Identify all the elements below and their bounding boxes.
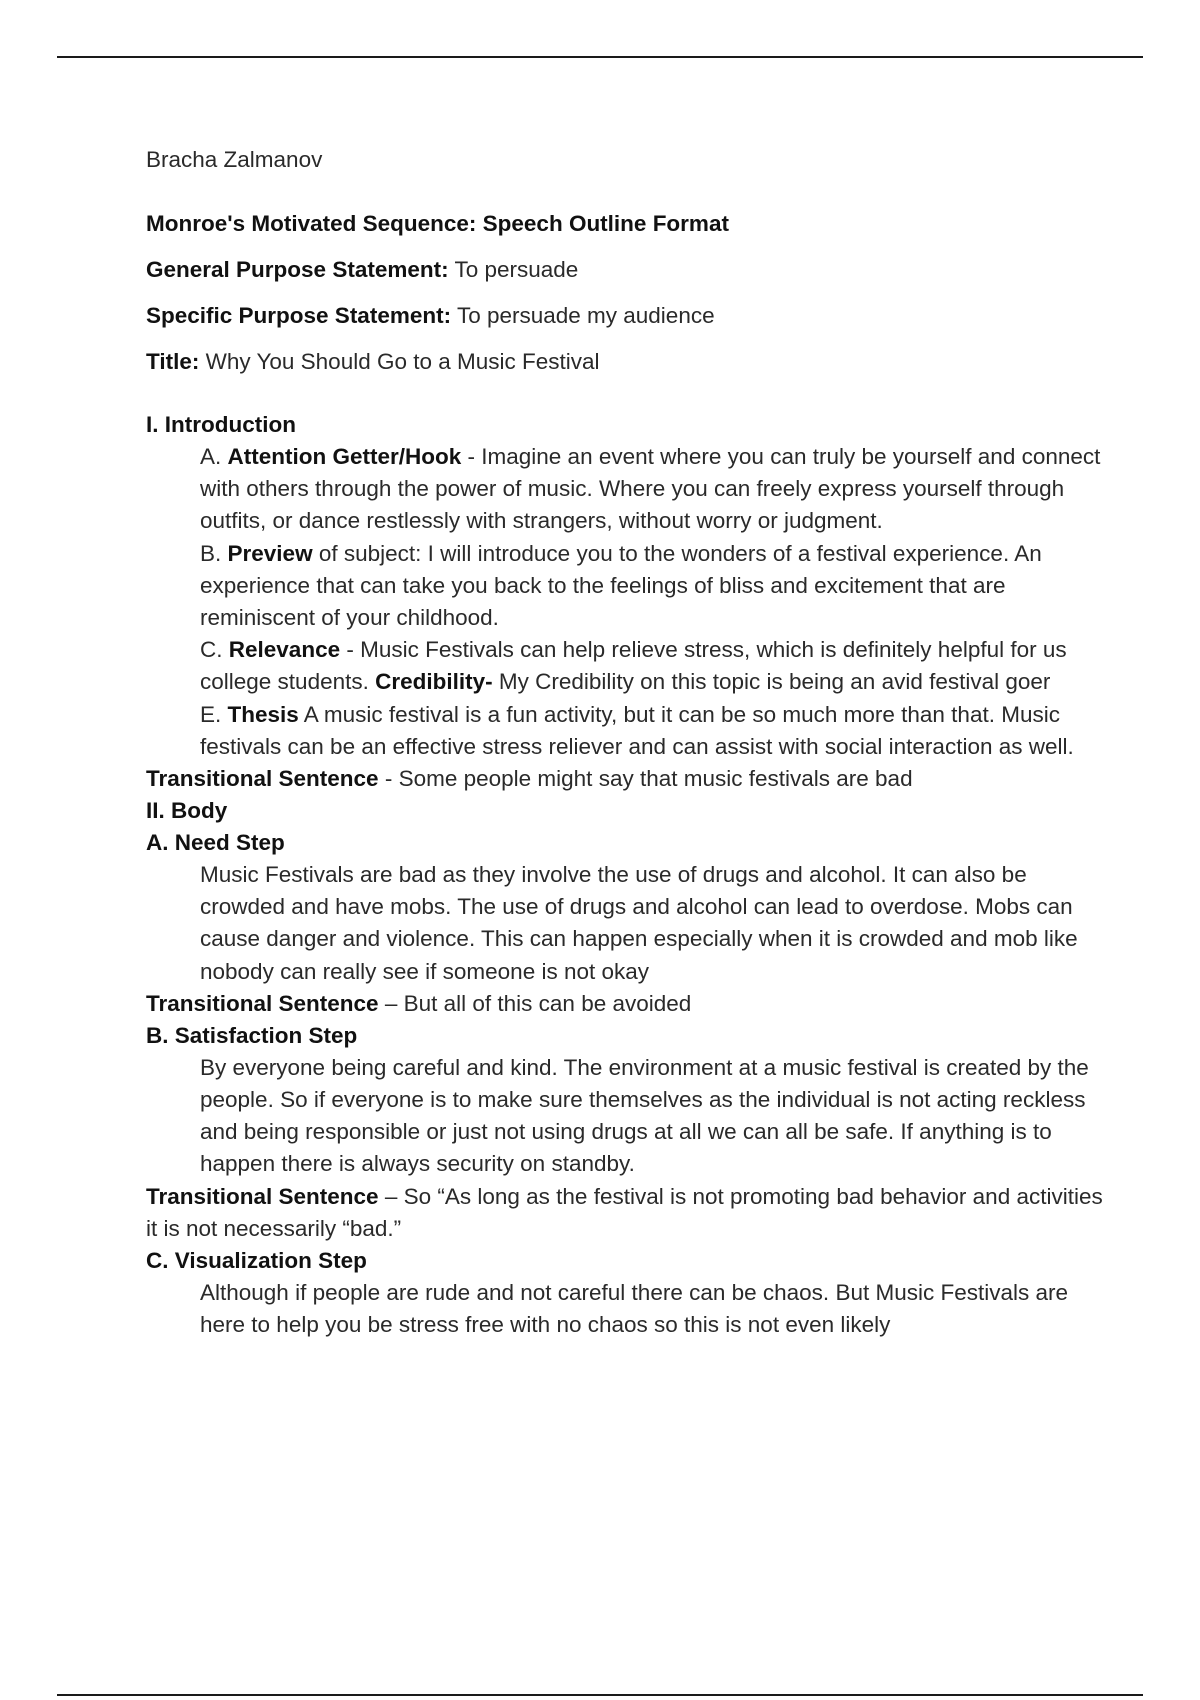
- relevance-item: C. Relevance - Music Festivals can help relieve stress, which is definitely helpful for us college students. Credibility- My Credibility on this topic is being an avid festival goer: [200, 637, 1067, 695]
- visualization-step-text: Although if people are rude and not careful there can be chaos. But Music Festivals are here to help you be stress free with no chaos so this is not even likely: [200, 1280, 1069, 1338]
- document-heading: Monroe's Motivated Sequence: Speech Outline Format: [146, 211, 729, 236]
- thesis-item: E. Thesis A music festival is a fun activity, but it can be so much more than that. Music festivals can be an effective stress reliever and can assist with social interaction as well.: [200, 701, 1074, 759]
- body-heading: II. Body: [146, 798, 228, 824]
- document-body: [146, 143, 1106, 1341]
- satisfaction-step-text: By everyone being careful and kind. The environment at a music festival is created by the people. So if everyone is to make sure themselves as the individual is not acting reckless and being responsible or just not using drugs at all we can all be safe. If anything is to happen there is always security on standby.: [200, 1054, 1089, 1177]
- transitional-sentence-2: Transitional Sentence – But all of this can be avoided: [146, 990, 692, 1016]
- introduction-heading: I. Introduction: [146, 412, 296, 437]
- visualization-step-heading: C. Visualization Step: [146, 1248, 367, 1274]
- bottom-rule: [57, 1694, 1143, 1696]
- top-rule: [57, 56, 1143, 58]
- need-step-heading: A. Need Step: [146, 830, 285, 856]
- transitional-sentence-3: Transitional Sentence – So “As long as the festival is not promoting bad behavior and activities it is not necessarily “bad.”: [146, 1183, 1103, 1241]
- attention-getter-item: A. Attention Getter/Hook - Imagine an event where you can truly be yourself and connect with others through the power of music. Where you can freely express yourself through outfits, or dance restlessly with strangers, without worry or judgment.: [200, 444, 1101, 534]
- general-purpose-statement: General Purpose Statement: To persuade: [146, 257, 579, 282]
- speech-title: Title: Why You Should Go to a Music Festival: [146, 349, 600, 374]
- preview-item: B. Preview of subject: I will introduce you to the wonders of a festival experience. An experience that can take you back to the feelings of bliss and excitement that are reminiscent of your childhood.: [200, 540, 1042, 631]
- specific-purpose-statement: Specific Purpose Statement: To persuade my audience: [146, 303, 715, 328]
- author-name: Bracha Zalmanov: [146, 147, 323, 172]
- need-step-text: Music Festivals are bad as they involve the use of drugs and alcohol. It can also be crowded and have mobs. The use of drugs and alcohol can lead to overdose. Mobs can cause danger and violence. This can happen especially when it is crowded and mob like nobody can really see if someone is not okay: [200, 862, 1078, 984]
- transitional-sentence-1: Transitional Sentence - Some people might say that music festivals are bad: [146, 766, 913, 792]
- satisfaction-step-heading: B. Satisfaction Step: [146, 1022, 358, 1048]
